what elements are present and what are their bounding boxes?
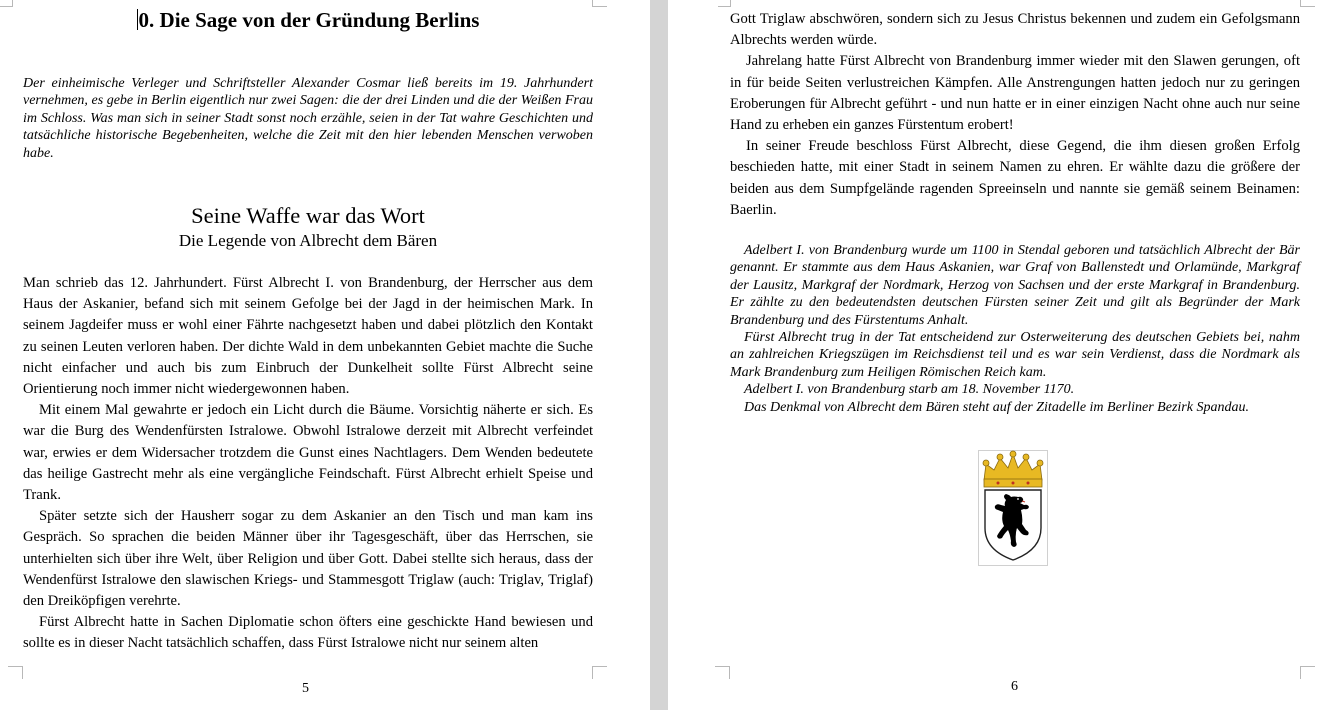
- corner-mark: [592, 0, 607, 7]
- note-paragraph: Adelbert I. von Brandenburg starb am 18. November 1170.: [744, 382, 1075, 398]
- corner-mark: [8, 666, 23, 679]
- chapter-title[interactable]: [23, 8, 593, 33]
- historical-notes[interactable]: [730, 242, 1300, 416]
- chapter-title-text: 0. Die Sage von der Gründung Berlins: [138, 8, 480, 32]
- paragraph: Fürst Albrecht hatte in Sachen Diplomatie schon öfters eine geschickte Hand bewiesen und sollte es in dieser Nacht tatsächlich schaffen, dass Fürst Istralowe nicht nur seinem alten: [23, 614, 593, 652]
- page-number: 5: [302, 681, 309, 696]
- note-paragraph: Das Denkmal von Albrecht dem Bären steht auf der Zitadelle im Berliner Bezirk Spandau.: [744, 399, 1249, 415]
- section-subheading[interactable]: Die Legende von Albrecht dem Bären: [178, 231, 438, 250]
- corner-mark: [718, 0, 731, 7]
- note-paragraph: Fürst Albrecht trug in der Tat entscheidend zur Osterweiterung des deutschen Gebiets bei, nahm an zahlreichen Kriegszügen im Reichsdienst teil und es war sein Verdienst, dass die Nordmark als Mark Brandenburg zum Heiligen Römischen Reich kam.: [730, 330, 1300, 380]
- intro-paragraph[interactable]: Der einheimische Verleger und Schriftsteller Alexander Cosmar ließ bereits im 19. Jahrhundert vernehmen, es gebe in Berlin eigentlich nur zwei Sagen: die der drei Linden und die der Weißen Frau im Schloss. Was man sich in seiner Stadt sonst noch erzähle, seien in der Tat wahre Geschichten und tatsächliche historische Begebenheiten, welche die Zeit mit den hier lebenden Menschen verwoben habe.: [23, 76, 593, 161]
- paragraph: Jahrelang hatte Fürst Albrecht von Brandenburg immer wieder mit den Slawen gerungen, oft in für beide Seiten verlustreichen Kämpfen. Alle Anstrengungen hatten jedoch nur zu geringen Eroberungen für Albrecht geführt - und nun hatte er in einer einzigen Nacht ohne auch nur seine Hand zu erheben ein ganzes Fürstentum erobert!: [730, 53, 1300, 134]
- paragraph: In seiner Freude beschloss Fürst Albrecht, diese Gegend, die ihm diesen großen Erfolg beschieden hatte, mit einer Stadt in seinem Namen zu ehren. Er wählte dazu die größere der beiden aus dem Sumpfgelände ragenden Spreeinseln und nannte sie gemäß seinem Beinamen: Baerlin.: [730, 138, 1300, 218]
- text-cursor: [137, 9, 138, 30]
- paragraph: Gott Triglaw abschwören, sondern sich zu Jesus Christus bekennen und zudem ein Gefolgsmann Albrechts werden würde.: [730, 11, 1300, 49]
- corner-mark: [0, 0, 13, 7]
- corner-mark: [715, 666, 730, 679]
- corner-mark: [1300, 0, 1315, 7]
- page-number: 6: [1011, 679, 1018, 694]
- corner-mark: [1300, 666, 1315, 679]
- paragraph: Mit einem Mal gewahrte er jedoch ein Licht durch die Bäume. Vorsichtig näherte er sich. Es war die Burg des Wendenfürsten Istralowe. Obwohl Istralowe derzeit mit Albrecht verfeindet war, erwies er dem Widersacher trotzdem die Gunst eines Nachtlagers. Dem Wenden bedeutete das heilige Gastrecht mehr als eine vergängliche Feindschaft. Fürst Albrecht erhielt Speise und Trank.: [23, 402, 593, 504]
- document-page-5: [0, 0, 650, 710]
- paragraph: Später setzte sich der Hausherr sogar zu dem Askanier an den Tisch und man kam ins Gespräch. So sprachen die beiden Männer über ihr Tagesgeschäft, über das Herrschen, sie unterhielten sich über ihre Welt, über Religion und über Gott. Dabei stellte sich heraus, dass der Wendenfürst Istralowe den slawischen Kriegs- und Stammesgott Triglaw (auch: Triglav, Triglaf) den Dreiköpfigen verehrte.: [23, 508, 593, 610]
- section-heading[interactable]: Seine Waffe war das Wort: [191, 203, 425, 228]
- note-paragraph: Adelbert I. von Brandenburg wurde um 1100 in Stendal geboren und tatsächlich Albrecht der Bär genannt. Er stammte aus dem Haus Askanien, war Graf von Ballenstedt und Orlamünde, Markgraf der Lausitz, Markgraf der Nordmark, Herzog von Sachsen und der erste Markgraf in Brandenburg. Er zählte zu den bedeutendsten deutschen Fürsten seiner Zeit und gilt als Begründer der Mark Brandenburg und des Fürstentums Anhalt.: [730, 243, 1300, 328]
- corner-mark: [592, 666, 607, 679]
- berlin-coat-of-arms-image[interactable]: [978, 450, 1048, 566]
- paragraph: Man schrieb das 12. Jahrhundert. Fürst Albrecht I. von Brandenburg, der Herrscher aus dem Haus der Askanier, befand sich mit seinem Gefolge bei der Jagd in der heimischen Mark. In seinem Jagdeifer muss er wohl einer Fährte nachgesetzt haben und dabei plötzlich den Kontakt zu seinen Leuten verloren haben. Der dichte Wald in dem unbekannten Gebiet machte die Suche nicht einfacher und auch bis zum Einbruch der Dunkelheit sollte Fürst Albrecht seine Orientierung noch immer nicht wiedergewonnen haben.: [23, 275, 593, 398]
- body-text[interactable]: [23, 273, 593, 655]
- document-page-6: [668, 0, 1320, 710]
- body-text[interactable]: [730, 9, 1300, 221]
